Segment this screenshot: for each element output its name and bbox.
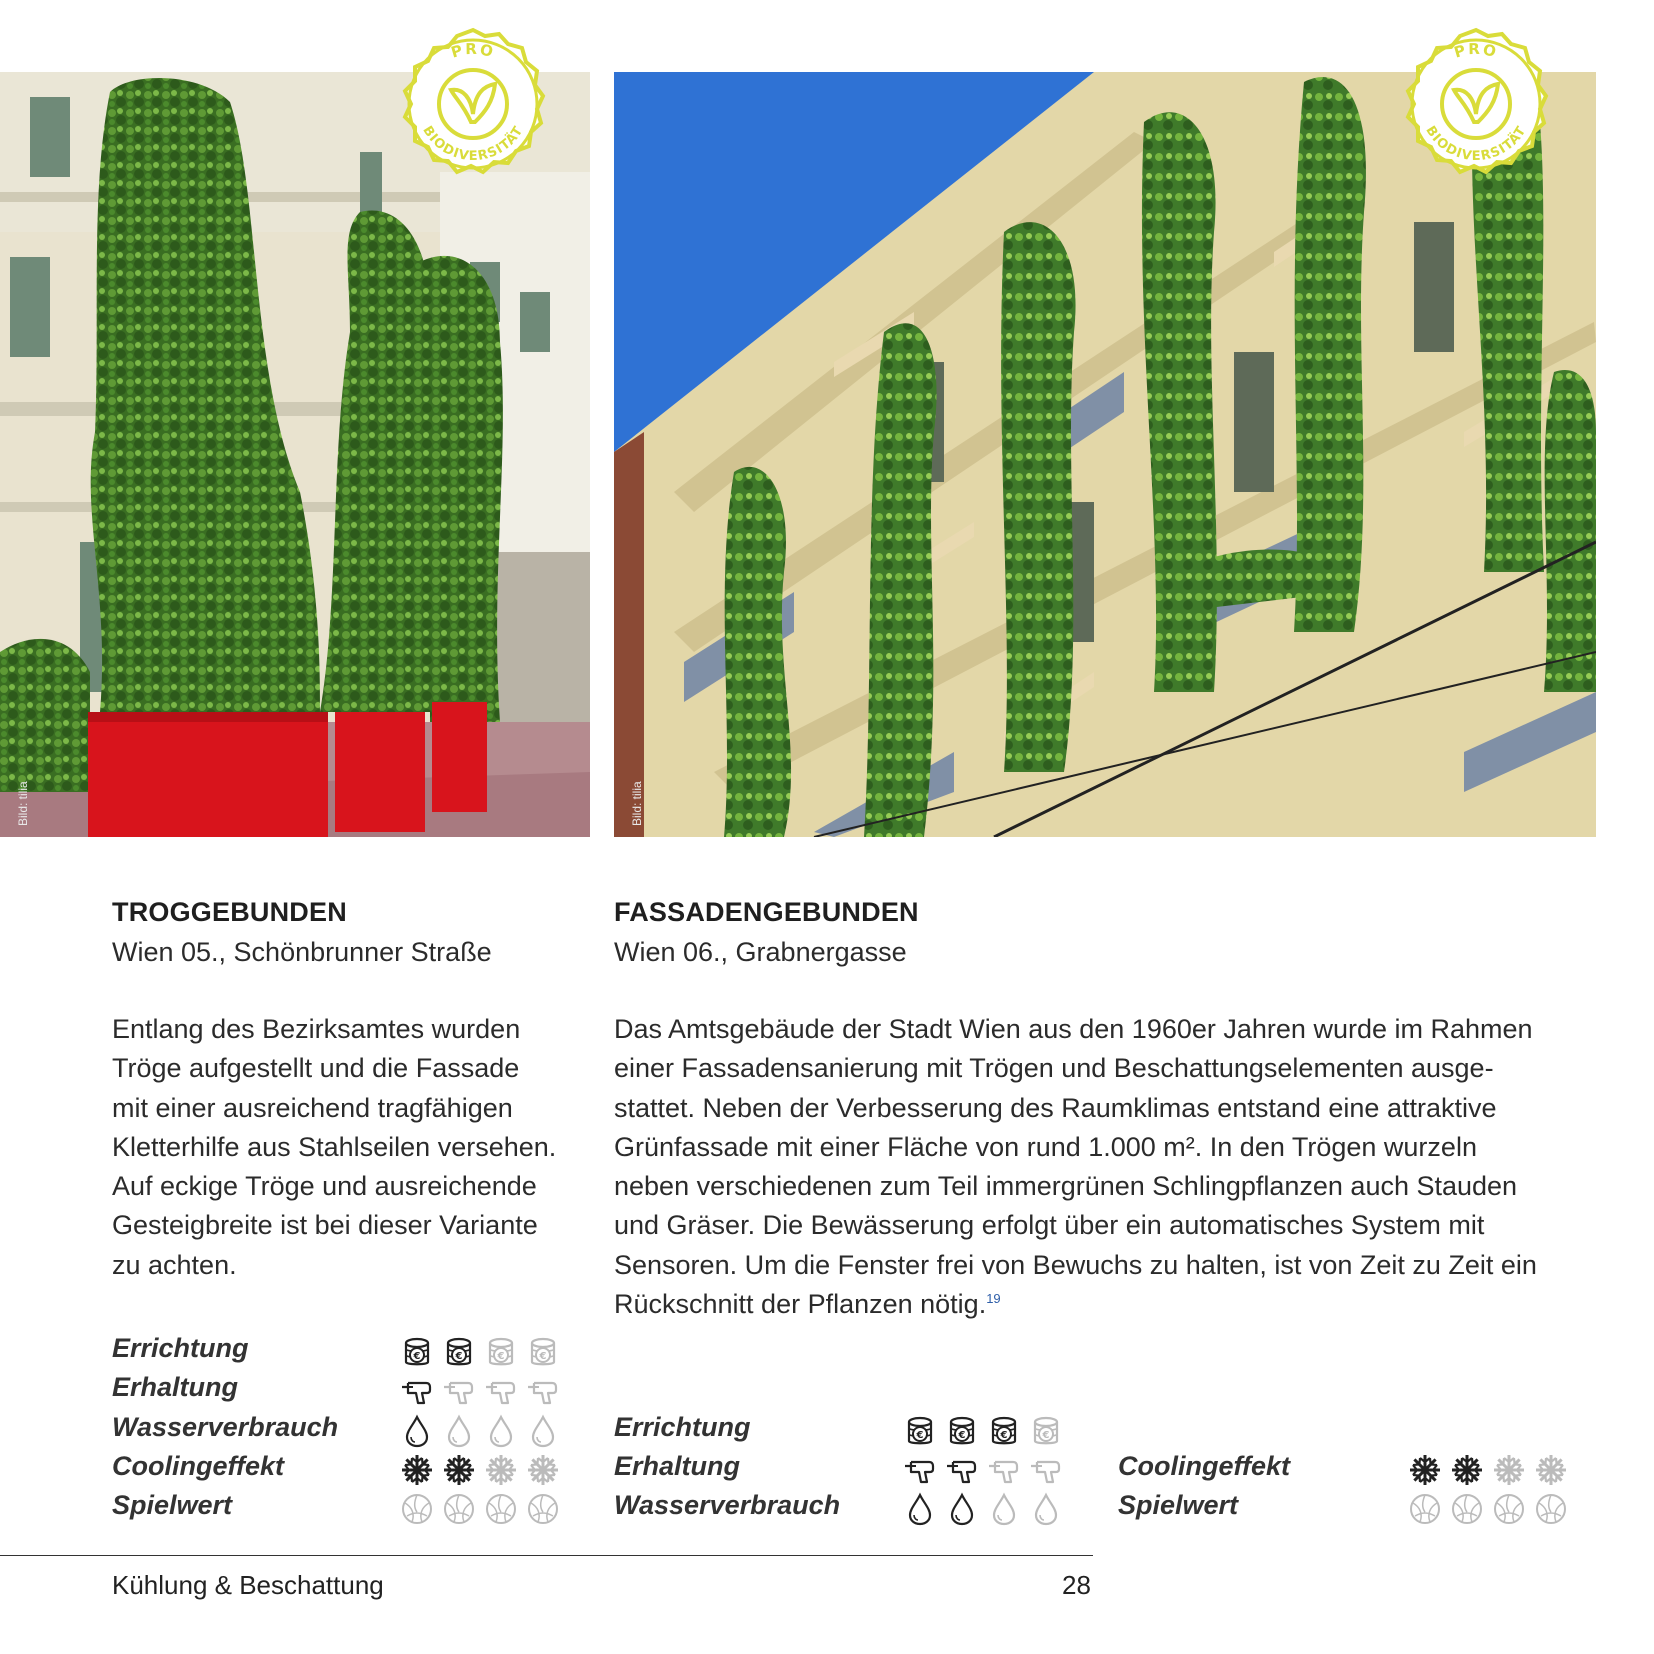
- pro-biodiversitaet-seal: [1396, 24, 1556, 184]
- rating-erhaltung-score: [903, 1453, 1063, 1487]
- body-line: stattet. Neben der Verbesserung des Raumklimas entstand eine attraktive: [614, 1092, 1497, 1123]
- heading-fassadengebunden: FASSADENGEBUNDEN: [614, 897, 919, 927]
- drill-icon: [442, 1374, 476, 1408]
- ball-icon: [1534, 1492, 1568, 1526]
- snowflake-icon: [400, 1453, 434, 1487]
- heading-troggebunden: TROGGEBUNDEN: [112, 897, 347, 927]
- body-line: Kletterhilfe aus Stahlseilen versehen.: [112, 1131, 557, 1162]
- rating-coolingeffekt-label: Coolingeffekt: [1118, 1451, 1291, 1481]
- snowflake-icon: [1534, 1453, 1568, 1487]
- rating-wasserverbrauch-label: Wasserverbrauch: [112, 1411, 339, 1442]
- svg-text:PRO: PRO: [448, 39, 497, 62]
- body-line: Auf eckige Tröge und ausreichende: [112, 1171, 537, 1202]
- snowflake-icon: [1450, 1453, 1484, 1487]
- body-line: Das Amtsgebäude der Stadt Wien aus den 1960er Jahren wurde im Rahmen: [614, 1014, 1533, 1044]
- snowflake-icon: [1408, 1453, 1442, 1487]
- snowflake-icon: [1492, 1453, 1526, 1487]
- svg-text:€: €: [1000, 1430, 1008, 1441]
- body-line: Entlang des Bezirksamtes wurden: [112, 1014, 521, 1044]
- rating-spielwert-label: Spielwert: [112, 1490, 233, 1521]
- water-drop-icon: [526, 1414, 560, 1448]
- footer-section-title: Kühlung & Beschattung: [112, 1570, 384, 1600]
- svg-text:PRO: PRO: [1451, 39, 1500, 62]
- svg-text:€: €: [958, 1430, 966, 1441]
- coin-stack-icon: [987, 1414, 1021, 1448]
- rating-errichtung-score: [400, 1335, 560, 1369]
- rating-erhaltung-label: Erhaltung: [614, 1451, 740, 1481]
- svg-text:€: €: [539, 1351, 547, 1362]
- body-text-left: [112, 1010, 556, 1285]
- rating-errichtung-label: Errichtung: [112, 1333, 249, 1363]
- drill-icon: [526, 1374, 560, 1408]
- photo-credit: Bild: tilia: [16, 781, 30, 826]
- body-line: und Gräser. Die Bewässerung erfolgt über ein automatisches System mit: [614, 1210, 1485, 1241]
- rating-coolingeffekt-score: [400, 1453, 560, 1487]
- drill-icon: [1029, 1453, 1063, 1487]
- pro-biodiversitaet-seal: [393, 24, 553, 184]
- svg-text:€: €: [916, 1430, 924, 1441]
- rating-coolingeffekt-label: Coolingeffekt: [112, 1450, 285, 1481]
- snowflake-icon: [442, 1453, 476, 1487]
- rating-erhaltung-score: [400, 1374, 560, 1408]
- body-line: neben verschiedenen zum Teil immergrünen Schlingpflanzen auch Stauden: [614, 1171, 1518, 1202]
- ball-icon: [484, 1492, 518, 1526]
- water-drop-icon: [945, 1492, 979, 1526]
- page-number: 28: [1062, 1570, 1091, 1600]
- rating-coolingeffekt-score: [1408, 1453, 1568, 1487]
- coin-stack-icon: [442, 1335, 476, 1369]
- location-right: Wien 06., Grabnergasse: [614, 937, 907, 967]
- svg-text:€: €: [455, 1351, 463, 1362]
- body-line: Sensoren. Um die Fenster frei von Bewuchs zu halten, ist von Zeit zu Zeit ein: [614, 1249, 1537, 1280]
- rating-spielwert-score: [400, 1492, 560, 1526]
- water-drop-icon: [484, 1414, 518, 1448]
- water-drop-icon: [400, 1414, 434, 1448]
- rating-wasserverbrauch-score: [400, 1414, 560, 1448]
- drill-icon: [400, 1374, 434, 1408]
- snowflake-icon: [484, 1453, 518, 1487]
- svg-text:€: €: [413, 1351, 421, 1362]
- body-line: einer Fassadensanierung mit Trögen und Beschattungselementen ausge-: [614, 1053, 1494, 1084]
- body-line: Tröge aufgestellt und die Fassade: [112, 1053, 520, 1084]
- water-drop-icon: [442, 1414, 476, 1448]
- body-line: Grünfassade mit einer Fläche von rund 1.000 m². In den Trögen wurzeln: [614, 1131, 1477, 1162]
- photo-troggebunden: [0, 72, 590, 837]
- footnote-marker[interactable]: 19: [986, 1291, 1001, 1307]
- location-left: Wien 05., Schönbrunner Straße: [112, 937, 492, 967]
- ball-icon: [1450, 1492, 1484, 1526]
- footer-rule: [0, 1555, 1093, 1556]
- ball-icon: [1408, 1492, 1442, 1526]
- rating-spielwert-score: [1408, 1492, 1568, 1526]
- rating-errichtung-label: Errichtung: [614, 1412, 751, 1442]
- drill-icon: [945, 1453, 979, 1487]
- rating-wasserverbrauch-score: [903, 1492, 1063, 1526]
- rating-erhaltung-label: Erhaltung: [112, 1372, 238, 1403]
- svg-text:BIODIVERSITÄT: BIODIVERSITÄT: [419, 123, 527, 165]
- coin-stack-icon: [1029, 1414, 1063, 1448]
- body-line: mit einer ausreichend tragfähigen: [112, 1092, 513, 1123]
- coin-stack-icon: [484, 1335, 518, 1369]
- drill-icon: [484, 1374, 518, 1408]
- ball-icon: [400, 1492, 434, 1526]
- body-text-right: [614, 1010, 1537, 1324]
- ball-icon: [1492, 1492, 1526, 1526]
- snowflake-icon: [526, 1453, 560, 1487]
- body-line: Gesteigbreite ist bei dieser Variante: [112, 1210, 538, 1241]
- ball-icon: [526, 1492, 560, 1526]
- coin-stack-icon: [903, 1414, 937, 1448]
- coin-stack-icon: [400, 1335, 434, 1369]
- rating-errichtung-score: [903, 1414, 1063, 1448]
- coin-stack-icon: [945, 1414, 979, 1448]
- rating-wasserverbrauch-label: Wasserverbrauch: [614, 1490, 841, 1520]
- water-drop-icon: [903, 1492, 937, 1526]
- photo-credit: Bild: tilia: [630, 781, 644, 826]
- ball-icon: [442, 1492, 476, 1526]
- photo-fassadengebunden: [614, 72, 1596, 837]
- svg-text:€: €: [497, 1351, 505, 1362]
- svg-text:€: €: [1042, 1430, 1050, 1441]
- drill-icon: [987, 1453, 1021, 1487]
- body-line: Rückschnitt der Pflanzen nötig.$^{19}$: [614, 1289, 1001, 1320]
- water-drop-icon: [1029, 1492, 1063, 1526]
- drill-icon: [903, 1453, 937, 1487]
- svg-text:BIODIVERSITÄT: BIODIVERSITÄT: [1422, 123, 1530, 165]
- rating-spielwert-label: Spielwert: [1118, 1490, 1239, 1520]
- water-drop-icon: [987, 1492, 1021, 1526]
- body-line: zu achten.: [112, 1249, 237, 1280]
- coin-stack-icon: [526, 1335, 560, 1369]
